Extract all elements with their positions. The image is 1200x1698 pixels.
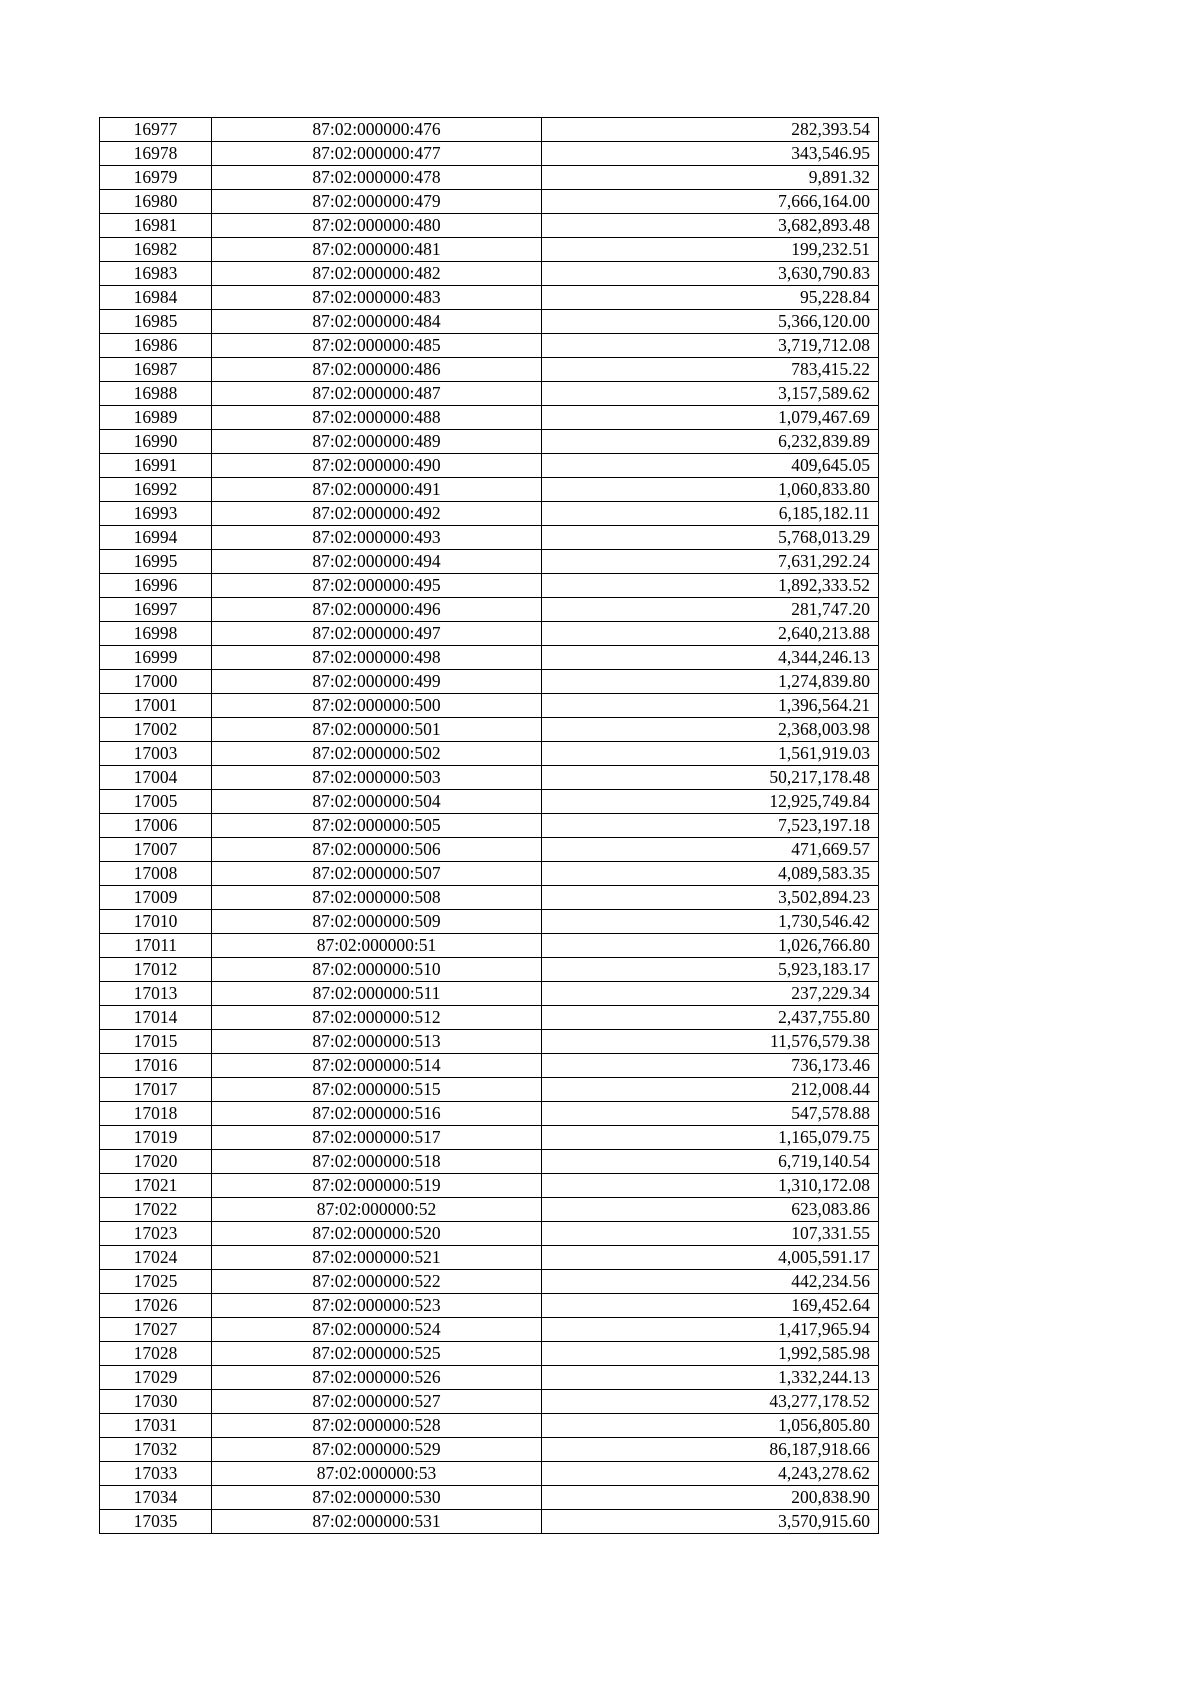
row-number-cell: 16997 (100, 598, 212, 622)
table-row (100, 694, 879, 718)
value-cell: 5,366,120.00 (542, 310, 879, 334)
table-row (100, 766, 879, 790)
cadastral-id-cell: 87:02:000000:52 (212, 1198, 542, 1222)
cadastral-id-cell: 87:02:000000:492 (212, 502, 542, 526)
cadastral-id-cell: 87:02:000000:486 (212, 358, 542, 382)
cadastral-id-cell: 87:02:000000:523 (212, 1294, 542, 1318)
cadastral-id-cell: 87:02:000000:501 (212, 718, 542, 742)
table-row (100, 1174, 879, 1198)
cadastral-id-cell: 87:02:000000:482 (212, 262, 542, 286)
cadastral-id-cell: 87:02:000000:53 (212, 1462, 542, 1486)
cadastral-id-cell: 87:02:000000:495 (212, 574, 542, 598)
value-cell: 12,925,749.84 (542, 790, 879, 814)
table-row (100, 142, 879, 166)
cadastral-id-cell: 87:02:000000:480 (212, 214, 542, 238)
table-row (100, 214, 879, 238)
value-cell: 547,578.88 (542, 1102, 879, 1126)
table-row (100, 718, 879, 742)
cadastral-id-cell: 87:02:000000:524 (212, 1318, 542, 1342)
value-cell: 5,768,013.29 (542, 526, 879, 550)
value-cell: 1,026,766.80 (542, 934, 879, 958)
table-row (100, 958, 879, 982)
cadastral-id-cell: 87:02:000000:507 (212, 862, 542, 886)
table-row (100, 190, 879, 214)
value-cell: 1,332,244.13 (542, 1366, 879, 1390)
cadastral-id-cell: 87:02:000000:503 (212, 766, 542, 790)
value-cell: 409,645.05 (542, 454, 879, 478)
table-row (100, 646, 879, 670)
table-row (100, 622, 879, 646)
cadastral-id-cell: 87:02:000000:529 (212, 1438, 542, 1462)
cadastral-id-cell: 87:02:000000:477 (212, 142, 542, 166)
row-number-cell: 16985 (100, 310, 212, 334)
row-number-cell: 17018 (100, 1102, 212, 1126)
value-cell: 2,437,755.80 (542, 1006, 879, 1030)
value-cell: 3,570,915.60 (542, 1510, 879, 1534)
table-row (100, 310, 879, 334)
row-number-cell: 16988 (100, 382, 212, 406)
cadastral-id-cell: 87:02:000000:531 (212, 1510, 542, 1534)
row-number-cell: 17016 (100, 1054, 212, 1078)
value-cell: 6,185,182.11 (542, 502, 879, 526)
value-cell: 1,892,333.52 (542, 574, 879, 598)
table-row (100, 502, 879, 526)
cadastral-id-cell: 87:02:000000:484 (212, 310, 542, 334)
records-table (99, 117, 879, 1534)
row-number-cell: 17028 (100, 1342, 212, 1366)
cadastral-id-cell: 87:02:000000:519 (212, 1174, 542, 1198)
row-number-cell: 16980 (100, 190, 212, 214)
row-number-cell: 17014 (100, 1006, 212, 1030)
table-row (100, 166, 879, 190)
value-cell: 1,310,172.08 (542, 1174, 879, 1198)
row-number-cell: 17013 (100, 982, 212, 1006)
row-number-cell: 16981 (100, 214, 212, 238)
value-cell: 4,089,583.35 (542, 862, 879, 886)
cadastral-id-cell: 87:02:000000:521 (212, 1246, 542, 1270)
row-number-cell: 17022 (100, 1198, 212, 1222)
row-number-cell: 17034 (100, 1486, 212, 1510)
table-body (100, 118, 879, 1534)
row-number-cell: 16978 (100, 142, 212, 166)
row-number-cell: 17023 (100, 1222, 212, 1246)
table-row (100, 1030, 879, 1054)
value-cell: 1,417,965.94 (542, 1318, 879, 1342)
row-number-cell: 17031 (100, 1414, 212, 1438)
table-row (100, 838, 879, 862)
row-number-cell: 17002 (100, 718, 212, 742)
table-row (100, 1126, 879, 1150)
cadastral-id-cell: 87:02:000000:499 (212, 670, 542, 694)
row-number-cell: 16982 (100, 238, 212, 262)
value-cell: 9,891.32 (542, 166, 879, 190)
row-number-cell: 17015 (100, 1030, 212, 1054)
cadastral-id-cell: 87:02:000000:491 (212, 478, 542, 502)
value-cell: 95,228.84 (542, 286, 879, 310)
table-row (100, 238, 879, 262)
cadastral-id-cell: 87:02:000000:489 (212, 430, 542, 454)
value-cell: 1,060,833.80 (542, 478, 879, 502)
value-cell: 1,730,546.42 (542, 910, 879, 934)
row-number-cell: 17010 (100, 910, 212, 934)
cadastral-id-cell: 87:02:000000:497 (212, 622, 542, 646)
cadastral-id-cell: 87:02:000000:479 (212, 190, 542, 214)
cadastral-id-cell: 87:02:000000:504 (212, 790, 542, 814)
table-row (100, 1486, 879, 1510)
cadastral-id-cell: 87:02:000000:517 (212, 1126, 542, 1150)
table-row (100, 862, 879, 886)
cadastral-id-cell: 87:02:000000:511 (212, 982, 542, 1006)
row-number-cell: 16998 (100, 622, 212, 646)
row-number-cell: 17024 (100, 1246, 212, 1270)
table-row (100, 910, 879, 934)
cadastral-id-cell: 87:02:000000:509 (212, 910, 542, 934)
table-row (100, 1102, 879, 1126)
cadastral-id-cell: 87:02:000000:490 (212, 454, 542, 478)
row-number-cell: 16996 (100, 574, 212, 598)
table-row (100, 286, 879, 310)
row-number-cell: 17020 (100, 1150, 212, 1174)
row-number-cell: 16977 (100, 118, 212, 142)
table-row (100, 526, 879, 550)
table-row (100, 1054, 879, 1078)
value-cell: 107,331.55 (542, 1222, 879, 1246)
row-number-cell: 16994 (100, 526, 212, 550)
cadastral-id-cell: 87:02:000000:481 (212, 238, 542, 262)
value-cell: 442,234.56 (542, 1270, 879, 1294)
value-cell: 1,079,467.69 (542, 406, 879, 430)
table-row (100, 934, 879, 958)
table-row (100, 742, 879, 766)
value-cell: 2,640,213.88 (542, 622, 879, 646)
row-number-cell: 16987 (100, 358, 212, 382)
value-cell: 3,502,894.23 (542, 886, 879, 910)
cadastral-id-cell: 87:02:000000:478 (212, 166, 542, 190)
row-number-cell: 17027 (100, 1318, 212, 1342)
table-row (100, 1150, 879, 1174)
value-cell: 281,747.20 (542, 598, 879, 622)
row-number-cell: 16992 (100, 478, 212, 502)
cadastral-id-cell: 87:02:000000:526 (212, 1366, 542, 1390)
table-row (100, 670, 879, 694)
row-number-cell: 17035 (100, 1510, 212, 1534)
cadastral-id-cell: 87:02:000000:515 (212, 1078, 542, 1102)
row-number-cell: 16995 (100, 550, 212, 574)
cadastral-id-cell: 87:02:000000:516 (212, 1102, 542, 1126)
value-cell: 1,992,585.98 (542, 1342, 879, 1366)
value-cell: 7,631,292.24 (542, 550, 879, 574)
table-row (100, 1006, 879, 1030)
cadastral-id-cell: 87:02:000000:500 (212, 694, 542, 718)
table-row (100, 1222, 879, 1246)
row-number-cell: 17017 (100, 1078, 212, 1102)
value-cell: 11,576,579.38 (542, 1030, 879, 1054)
row-number-cell: 17005 (100, 790, 212, 814)
row-number-cell: 17012 (100, 958, 212, 982)
table-row (100, 430, 879, 454)
value-cell: 282,393.54 (542, 118, 879, 142)
table-row (100, 1198, 879, 1222)
row-number-cell: 16984 (100, 286, 212, 310)
table-row (100, 382, 879, 406)
row-number-cell: 17001 (100, 694, 212, 718)
table-row (100, 790, 879, 814)
row-number-cell: 17006 (100, 814, 212, 838)
value-cell: 50,217,178.48 (542, 766, 879, 790)
row-number-cell: 16990 (100, 430, 212, 454)
value-cell: 6,719,140.54 (542, 1150, 879, 1174)
cadastral-id-cell: 87:02:000000:506 (212, 838, 542, 862)
value-cell: 1,056,805.80 (542, 1414, 879, 1438)
table-row (100, 406, 879, 430)
cadastral-id-cell: 87:02:000000:522 (212, 1270, 542, 1294)
table-row (100, 1366, 879, 1390)
row-number-cell: 16979 (100, 166, 212, 190)
value-cell: 4,005,591.17 (542, 1246, 879, 1270)
value-cell: 623,083.86 (542, 1198, 879, 1222)
table-row (100, 550, 879, 574)
cadastral-id-cell: 87:02:000000:518 (212, 1150, 542, 1174)
table-row (100, 1438, 879, 1462)
value-cell: 4,243,278.62 (542, 1462, 879, 1486)
table-row (100, 262, 879, 286)
row-number-cell: 17008 (100, 862, 212, 886)
table-row (100, 814, 879, 838)
value-cell: 3,682,893.48 (542, 214, 879, 238)
row-number-cell: 16983 (100, 262, 212, 286)
value-cell: 3,157,589.62 (542, 382, 879, 406)
cadastral-id-cell: 87:02:000000:498 (212, 646, 542, 670)
table-row (100, 1270, 879, 1294)
row-number-cell: 17025 (100, 1270, 212, 1294)
table-row (100, 334, 879, 358)
cadastral-id-cell: 87:02:000000:520 (212, 1222, 542, 1246)
value-cell: 5,923,183.17 (542, 958, 879, 982)
table-row (100, 886, 879, 910)
row-number-cell: 17033 (100, 1462, 212, 1486)
cadastral-id-cell: 87:02:000000:496 (212, 598, 542, 622)
table-row (100, 1342, 879, 1366)
value-cell: 4,344,246.13 (542, 646, 879, 670)
table-row (100, 1318, 879, 1342)
row-number-cell: 16991 (100, 454, 212, 478)
table-row (100, 1414, 879, 1438)
row-number-cell: 16989 (100, 406, 212, 430)
value-cell: 1,396,564.21 (542, 694, 879, 718)
row-number-cell: 16986 (100, 334, 212, 358)
value-cell: 3,630,790.83 (542, 262, 879, 286)
value-cell: 169,452.64 (542, 1294, 879, 1318)
cadastral-id-cell: 87:02:000000:512 (212, 1006, 542, 1030)
cadastral-id-cell: 87:02:000000:514 (212, 1054, 542, 1078)
table-row (100, 118, 879, 142)
table-row (100, 358, 879, 382)
value-cell: 1,274,839.80 (542, 670, 879, 694)
value-cell: 783,415.22 (542, 358, 879, 382)
value-cell: 343,546.95 (542, 142, 879, 166)
cadastral-id-cell: 87:02:000000:528 (212, 1414, 542, 1438)
row-number-cell: 17007 (100, 838, 212, 862)
table-row (100, 1390, 879, 1414)
row-number-cell: 17021 (100, 1174, 212, 1198)
value-cell: 7,523,197.18 (542, 814, 879, 838)
table-row (100, 1246, 879, 1270)
table-row (100, 454, 879, 478)
table-row (100, 1510, 879, 1534)
row-number-cell: 17011 (100, 934, 212, 958)
table-row (100, 1462, 879, 1486)
value-cell: 237,229.34 (542, 982, 879, 1006)
row-number-cell: 17003 (100, 742, 212, 766)
cadastral-id-cell: 87:02:000000:485 (212, 334, 542, 358)
value-cell: 2,368,003.98 (542, 718, 879, 742)
cadastral-id-cell: 87:02:000000:525 (212, 1342, 542, 1366)
value-cell: 736,173.46 (542, 1054, 879, 1078)
value-cell: 3,719,712.08 (542, 334, 879, 358)
row-number-cell: 16993 (100, 502, 212, 526)
row-number-cell: 17004 (100, 766, 212, 790)
cadastral-id-cell: 87:02:000000:487 (212, 382, 542, 406)
table-row (100, 574, 879, 598)
row-number-cell: 17019 (100, 1126, 212, 1150)
table-row (100, 1078, 879, 1102)
row-number-cell: 17029 (100, 1366, 212, 1390)
cadastral-id-cell: 87:02:000000:510 (212, 958, 542, 982)
row-number-cell: 17030 (100, 1390, 212, 1414)
table-row (100, 478, 879, 502)
value-cell: 471,669.57 (542, 838, 879, 862)
row-number-cell: 17000 (100, 670, 212, 694)
cadastral-id-cell: 87:02:000000:502 (212, 742, 542, 766)
value-cell: 86,187,918.66 (542, 1438, 879, 1462)
cadastral-id-cell: 87:02:000000:51 (212, 934, 542, 958)
cadastral-id-cell: 87:02:000000:513 (212, 1030, 542, 1054)
table-row (100, 598, 879, 622)
value-cell: 6,232,839.89 (542, 430, 879, 454)
row-number-cell: 17032 (100, 1438, 212, 1462)
cadastral-id-cell: 87:02:000000:488 (212, 406, 542, 430)
value-cell: 1,165,079.75 (542, 1126, 879, 1150)
row-number-cell: 17009 (100, 886, 212, 910)
value-cell: 200,838.90 (542, 1486, 879, 1510)
table-row (100, 1294, 879, 1318)
value-cell: 212,008.44 (542, 1078, 879, 1102)
cadastral-id-cell: 87:02:000000:494 (212, 550, 542, 574)
cadastral-id-cell: 87:02:000000:476 (212, 118, 542, 142)
row-number-cell: 16999 (100, 646, 212, 670)
cadastral-id-cell: 87:02:000000:530 (212, 1486, 542, 1510)
value-cell: 199,232.51 (542, 238, 879, 262)
cadastral-id-cell: 87:02:000000:505 (212, 814, 542, 838)
cadastral-id-cell: 87:02:000000:527 (212, 1390, 542, 1414)
value-cell: 43,277,178.52 (542, 1390, 879, 1414)
cadastral-id-cell: 87:02:000000:508 (212, 886, 542, 910)
cadastral-id-cell: 87:02:000000:493 (212, 526, 542, 550)
cadastral-id-cell: 87:02:000000:483 (212, 286, 542, 310)
value-cell: 7,666,164.00 (542, 190, 879, 214)
value-cell: 1,561,919.03 (542, 742, 879, 766)
table-row (100, 982, 879, 1006)
row-number-cell: 17026 (100, 1294, 212, 1318)
